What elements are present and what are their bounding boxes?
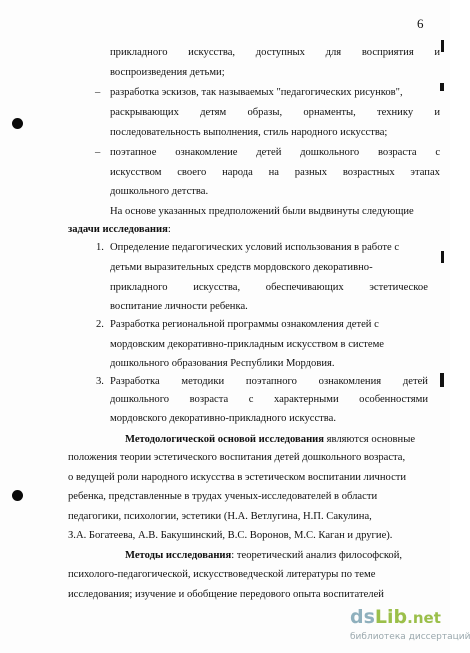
- text-line: З.А. Богатеева, А.В. Бакушинский, В.С. Воронов, М.С. Каган и другие).: [68, 530, 393, 541]
- text-line: поэтапное ознакомление детей дошкольного возраста с: [110, 147, 441, 158]
- heading-inline: Методологической основой исследования: [125, 434, 325, 445]
- list-number: 3.: [96, 376, 104, 387]
- watermark-subtitle: библиотека диссертаций: [350, 632, 470, 642]
- text-line: прикладного искусства, доступных для восприятия и: [110, 47, 441, 58]
- edge-mark-1: [441, 40, 444, 52]
- text-line: Разработка методики поэтапного ознакомления детей: [110, 376, 428, 387]
- text-line: мордовского декоративно-прикладного искусства.: [110, 413, 337, 424]
- punch-hole-top: [12, 118, 23, 129]
- dslib-logo: dsLib.net: [350, 606, 441, 628]
- text-line: последовательность выполнения, стиль народного искусства;: [110, 127, 388, 138]
- text-line: прикладного искусства, обеспечивающих эстетическое: [110, 282, 428, 293]
- text-line: воспитание личности ребенка.: [110, 301, 248, 312]
- text-line: искусством своего народа на разных возрастных этапах: [110, 167, 440, 178]
- text-line: На основе указанных предположений были выдвинуты следующие: [110, 206, 414, 217]
- text-line: исследования; изучение и обобщение передового опыта воспитателей: [68, 589, 384, 600]
- list-dash: –: [95, 87, 101, 98]
- text-line: педагогики, психологии, эстетики (Н.А. Ветлугина, Н.П. Сакулина,: [68, 511, 372, 522]
- list-dash: –: [95, 147, 101, 158]
- edge-mark-3: [441, 251, 444, 263]
- text-line: задачи исследования:: [68, 224, 171, 235]
- text-line: мордовским декоративно-прикладным искусством в системе: [110, 339, 385, 350]
- text-line: Определение педагогических условий использования в работе с: [110, 242, 400, 253]
- text-line: Методы исследования: теоретический анализ философской,: [125, 550, 403, 561]
- heading-inline: Методы исследования: [125, 550, 232, 561]
- page-number: 6: [417, 16, 424, 31]
- text-line: Разработка региональной программы ознакомления детей с: [110, 319, 379, 330]
- text-line: психолого-педагогической, искусствоведческой литературы по теме: [68, 569, 376, 580]
- text-line: раскрывающих детям образы, орнаменты, технику и: [110, 107, 441, 118]
- text-line: разработка эскизов, так называемых "педагогических рисунков",: [110, 87, 403, 98]
- text-line: воспроизведения детьми;: [110, 67, 225, 78]
- list-number: 2.: [96, 319, 104, 330]
- text-line: дошкольного возраста с характерными особенностями: [110, 394, 428, 405]
- edge-mark-2: [440, 83, 444, 91]
- punch-hole-bottom: [12, 490, 23, 501]
- dslib-watermark: [350, 606, 470, 646]
- edge-mark-4: [440, 373, 444, 387]
- list-number: 1.: [96, 242, 104, 253]
- text-line: положения теории эстетического воспитания детей дошкольного возраста,: [68, 452, 406, 463]
- text-line: о ведущей роли народного искусства в эстетическом воспитании личности: [68, 472, 407, 483]
- heading-inline: задачи исследования: [68, 224, 168, 235]
- text-line: Методологической основой исследования являются основные: [125, 434, 416, 445]
- text-line: детьми выразительных средств мордовского декоративно-: [110, 262, 373, 273]
- text-line: дошкольного образования Республики Мордовия.: [110, 358, 335, 369]
- text-line: ребенка, представленные в трудах ученых-исследователей в области: [68, 491, 378, 502]
- text-line: дошкольного детства.: [110, 186, 209, 197]
